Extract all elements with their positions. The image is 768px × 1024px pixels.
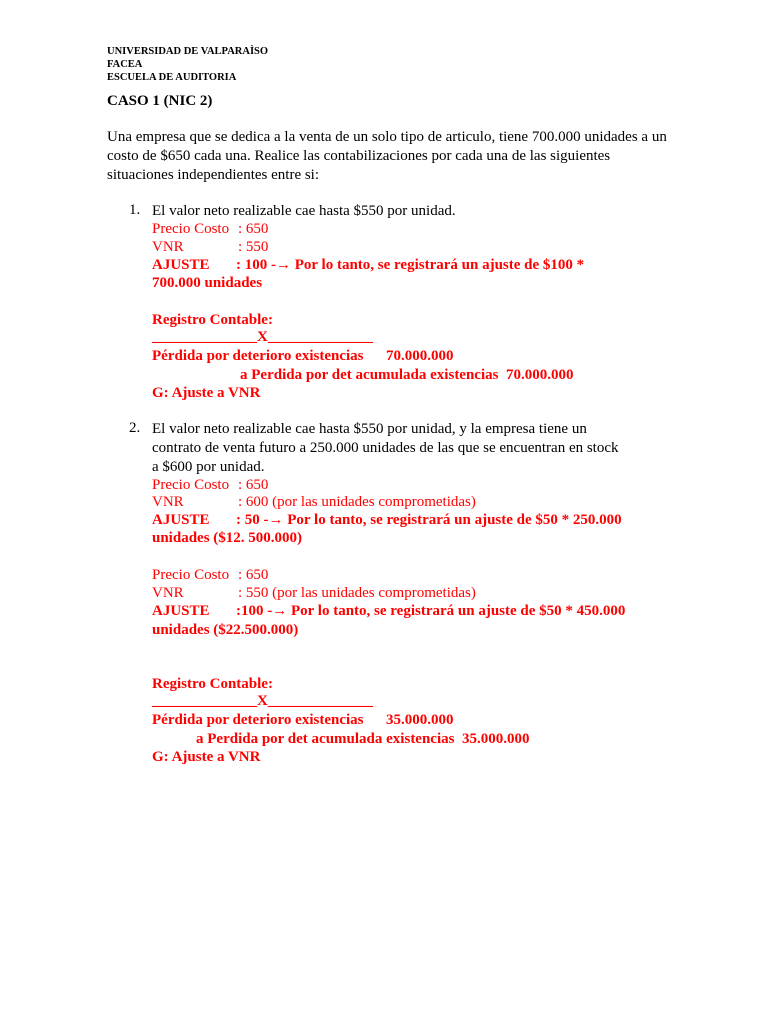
- vnr-label: VNR: [152, 239, 184, 255]
- ajuste-text: : 50 -→ Por lo tanto, se registrará un ajuste de $50 * 250.000: [236, 512, 622, 528]
- item-2-debit-entry: Pérdida por deterioro existencias 35.000.000: [152, 712, 454, 728]
- item-1-ajuste: [152, 256, 584, 275]
- item-1-registro-separator: ______________X______________: [152, 329, 373, 345]
- precio-costo-label: Precio Costo: [152, 477, 230, 493]
- item-1-glosa: G: Ajuste a VNR: [152, 385, 261, 401]
- item-2a-ajuste: [152, 511, 622, 530]
- precio-costo-label: Precio Costo: [152, 567, 230, 583]
- ajuste-label: AJUSTE: [152, 257, 210, 273]
- item-2-registro-separator: ______________X______________: [152, 693, 373, 709]
- item-1-precio-costo: [152, 220, 268, 239]
- precio-costo-value: : 650: [238, 221, 269, 237]
- item-2b-ajuste: [152, 602, 625, 621]
- item-2-text-line-2: contrato de venta futuro a 250.000 unidades de las que se encuentran en stock: [152, 440, 619, 456]
- item-2-registro-title: Registro Contable:: [152, 676, 273, 692]
- case-title: CASO 1 (NIC 2): [107, 93, 213, 109]
- case-intro: Una empresa que se dedica a la venta de un solo tipo de articulo, tiene 700.000 unidades a un costo de $650 cada una. Realice las contabilizaciones por cada una de las siguientes situaciones independientes entre si:: [107, 129, 667, 183]
- item-2b-vnr: [152, 584, 476, 603]
- item-1-ajuste-cont: 700.000 unidades: [152, 275, 263, 291]
- item-2-credit-entry: a Perdida por det acumulada existencias 35.000.000: [196, 731, 530, 747]
- item-1-registro-title: Registro Contable:: [152, 312, 273, 328]
- precio-costo-value: : 650: [238, 477, 269, 493]
- item-2a-ajuste-cont: unidades ($12. 500.000): [152, 530, 303, 546]
- item-1-debit-entry: Pérdida por deterioro existencias 70.000.000: [152, 348, 454, 364]
- item-1-number: 1.: [129, 202, 141, 218]
- vnr-label: VNR: [152, 494, 184, 510]
- item-2-text-line-3: a $600 por unidad.: [152, 459, 265, 475]
- ajuste-text: :100 -→ Por lo tanto, se registrará un ajuste de $50 * 450.000: [236, 603, 626, 619]
- item-1-vnr: [152, 238, 268, 257]
- faculty-name: FACEA: [107, 59, 143, 70]
- item-2a-vnr: [152, 493, 476, 512]
- vnr-value: : 550: [238, 239, 269, 255]
- university-name: UNIVERSIDAD DE VALPARAÌSO: [107, 46, 269, 57]
- vnr-value: : 550 (por las unidades comprometidas): [238, 585, 476, 601]
- item-2b-ajuste-cont: unidades ($22.500.000): [152, 622, 299, 638]
- item-1-text: El valor neto realizable cae hasta $550 por unidad.: [152, 203, 456, 219]
- ajuste-label: AJUSTE: [152, 512, 210, 528]
- item-2b-precio-costo: [152, 566, 268, 585]
- school-name: ESCUELA DE AUDITORIA: [107, 72, 237, 83]
- vnr-value: : 600 (por las unidades comprometidas): [238, 494, 476, 510]
- vnr-label: VNR: [152, 585, 184, 601]
- item-2-glosa: G: Ajuste a VNR: [152, 749, 261, 765]
- ajuste-text: : 100 -→ Por lo tanto, se registrará un ajuste de $100 *: [236, 257, 585, 273]
- item-2-text-line-1: El valor neto realizable cae hasta $550 por unidad, y la empresa tiene un: [152, 421, 587, 437]
- item-1-credit-entry: a Perdida por det acumulada existencias 70.000.000: [240, 367, 574, 383]
- ajuste-label: AJUSTE: [152, 603, 210, 619]
- precio-costo-label: Precio Costo: [152, 221, 230, 237]
- precio-costo-value: : 650: [238, 567, 269, 583]
- item-2-number: 2.: [129, 420, 141, 436]
